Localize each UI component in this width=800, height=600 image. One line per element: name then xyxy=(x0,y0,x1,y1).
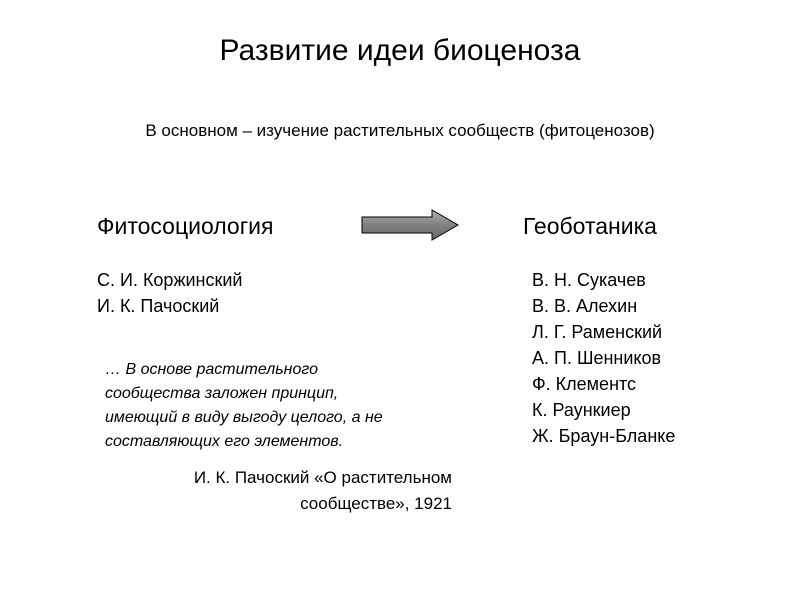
geobotany-names-list xyxy=(532,267,675,449)
list-item: С. И. Коржинский xyxy=(97,270,243,290)
list-item: И. К. Пачоский xyxy=(97,296,220,316)
list-item: В. В. Алехин xyxy=(532,296,638,316)
right-arrow-icon xyxy=(358,208,462,242)
slide-title: Развитие идеи биоценоза xyxy=(219,34,581,67)
list-item: К. Раункиер xyxy=(532,400,631,420)
list-item: Ж. Браун-Бланке xyxy=(532,426,676,446)
phytosociology-names-list xyxy=(97,267,242,319)
citation-line: И. К. Пачоский «О растительном xyxy=(193,468,452,487)
quote-line: … В основе растительного xyxy=(105,361,318,378)
slide-subtitle: В основном – изучение растительных сообществ (фитоценозов) xyxy=(145,121,655,140)
citation-line: сообществе», 1921 xyxy=(300,494,452,513)
quote-line: составляющих его элементов. xyxy=(105,433,344,450)
list-item: А. П. Шенников xyxy=(532,348,662,368)
quote-line: сообщества заложен принцип, xyxy=(105,385,339,402)
quote-line: имеющий в виду выгоду целого, а не xyxy=(105,409,383,426)
list-item: Ф. Клементс xyxy=(532,374,637,394)
list-item: Л. Г. Раменский xyxy=(532,322,663,342)
heading-phytosociology: Фитосоциология xyxy=(97,213,274,239)
heading-geobotany: Геоботаника xyxy=(523,213,657,239)
pachosky-quote xyxy=(105,358,383,454)
list-item: В. Н. Сукачев xyxy=(532,270,646,290)
quote-citation xyxy=(194,465,452,517)
